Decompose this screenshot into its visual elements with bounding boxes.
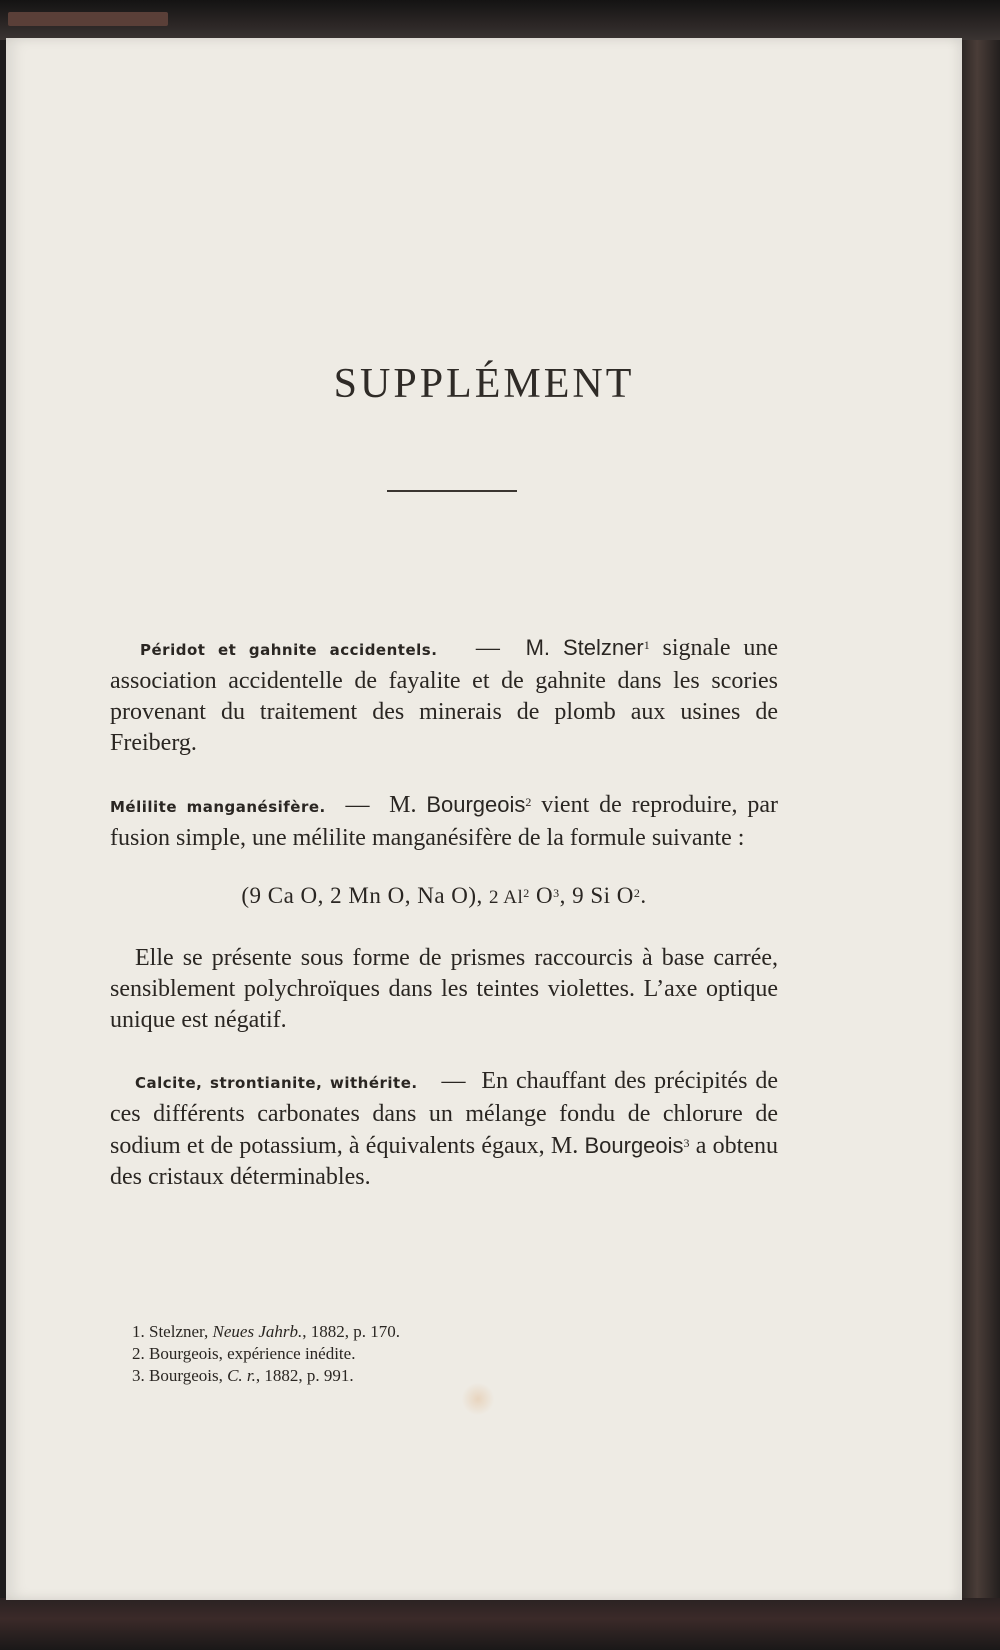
binding-tab [8,12,168,26]
page-title: SUPPLÉMENT [333,361,635,407]
footnote-author: Stelzner, [149,1322,209,1341]
formula-part: (9 Ca O, 2 Mn O, Na O), [241,883,483,908]
footnote-number: 1. [132,1322,145,1341]
footnote-ref: 2 [525,795,532,809]
footnote-ref: 1 [643,638,650,652]
author-name: Bourgeois [584,1133,684,1158]
book-right-edge [962,40,1000,1600]
section-heading: Calcite, strontianite, withérite. [135,1074,418,1092]
chemical-formula [110,880,778,913]
footnote-ref: 3 [683,1136,690,1150]
paragraph-text: En chauffant des précipités de ces différents carbonates dans un mélange fondu de chlorure de sodium et de potassium, à équivalents égaux, M. [110,1068,779,1159]
footnote-author: Bourgeois, [149,1366,223,1385]
footnote-author: Bourgeois, [149,1344,223,1363]
footnote-detail: , 1882, p. 170. [302,1322,400,1341]
paragraph-text: a obtenu des cristaux déterminables. [110,1133,778,1190]
formula-exponent: 2 [633,886,641,900]
formula-part: 2 Al [489,887,524,908]
section-heading: Mélilite manganésifère. [110,798,326,816]
paper-stain [461,1383,495,1415]
formula-exponent: 3 [553,886,560,900]
formula-exponent: 2 [523,886,530,900]
footnote-item [132,1343,732,1365]
paragraph-text: Elle se présente sous forme de prismes raccourcis à base carrée, sensiblement polychroïques dans les teintes violettes. L’axe optique unique est négatif. [110,945,778,1033]
section-heading: Péridot et gahnite accidentels. [140,641,438,659]
footnote-number: 2. [132,1344,145,1363]
formula-part: . [640,883,647,908]
footnote-detail: , 1882, p. 991. [255,1366,354,1385]
paragraph-calcite [110,1066,778,1193]
footnote-source: Neues Jahrb. [212,1322,303,1341]
main-text [110,632,778,1193]
footnote-number: 3. [132,1366,145,1385]
author-prefix: M. [389,792,417,818]
footnote-item [132,1365,732,1387]
footnote-source: C. r. [227,1366,256,1385]
book-page [6,38,962,1600]
book-bottom-edge [0,1598,1000,1650]
show-through-texture [156,198,816,638]
dash: — [441,1068,466,1094]
title-rule [387,490,517,492]
formula-part: O [529,883,554,908]
author-name: M. Stelzner [525,635,644,660]
dash: — [345,792,370,818]
paragraph-melilite [110,789,778,854]
footnote-detail: expérience inédite. [227,1344,356,1363]
author-name: Bourgeois [426,792,526,817]
formula-part: , 9 Si O [559,883,634,908]
paragraph-peridot [110,632,778,759]
book-top-edge [0,0,1000,40]
footnote-item [132,1321,732,1343]
paragraph-text: signale une association accidentelle de fayalite et de gahnite dans les scories provenant du traitement des minerais de plomb aux usines de Freiberg. [110,635,779,756]
paragraph-description [110,943,778,1036]
paragraph-text: vient de reproduire, par fusion simple, une mélilite manganésifère de la formule suivante : [110,792,779,851]
footnotes [132,1321,732,1387]
dash: — [475,635,500,661]
